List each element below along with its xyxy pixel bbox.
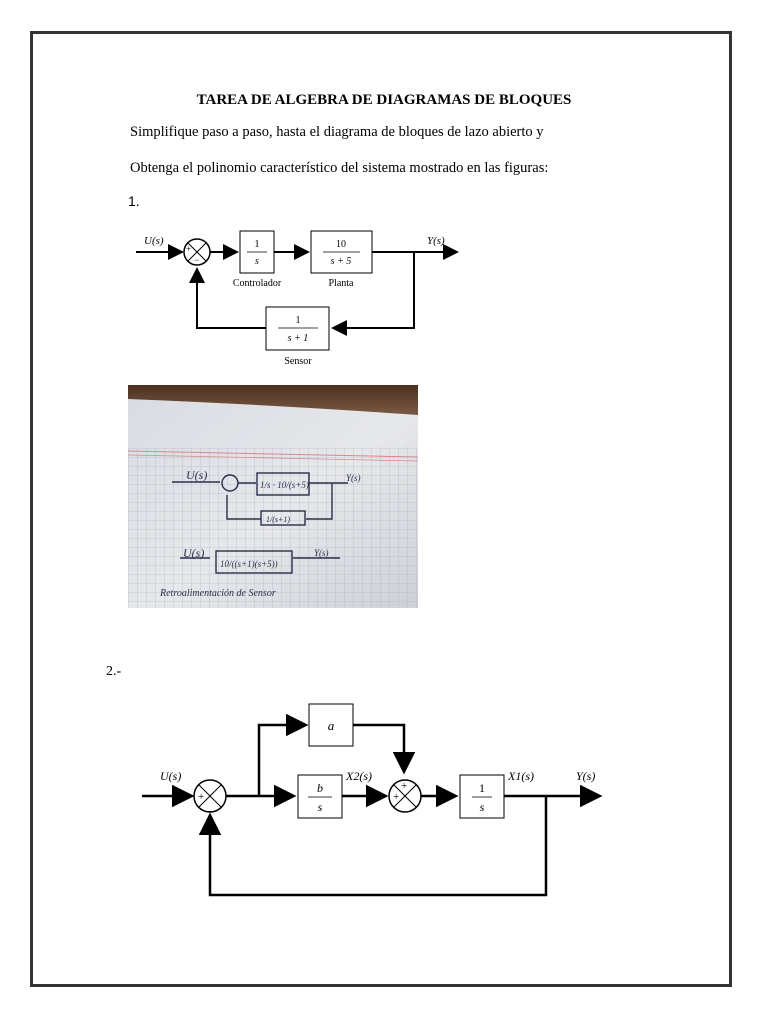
- d1-sensor-block: [266, 307, 329, 350]
- item-number-2: 2.-: [106, 664, 122, 679]
- svg-text:b: b: [317, 781, 323, 795]
- d2-x2-label: X2(s): [346, 769, 372, 783]
- svg-text:s: s: [479, 800, 485, 814]
- d1-plant-block: [311, 231, 372, 273]
- photo-sensor-text: 1/(s+1): [266, 515, 291, 524]
- item-number-1: 1.: [128, 193, 140, 209]
- d1-summing-junction: [184, 239, 210, 265]
- svg-text:−: −: [206, 806, 213, 818]
- svg-text:s: s: [255, 256, 259, 267]
- d1-input-label: U(s): [144, 235, 164, 247]
- photo-y2-text: Y(s): [314, 548, 329, 558]
- photo-y1-text: Y(s): [346, 473, 361, 483]
- svg-text:−: −: [194, 255, 200, 265]
- svg-text:10: 10: [336, 239, 346, 250]
- instruction-line-1: Simplifique paso a paso, hasta el diagrama de bloques de lazo abierto y: [130, 124, 544, 140]
- d1-controller-label: Controlador: [232, 278, 282, 289]
- svg-text:a: a: [327, 718, 335, 733]
- photo-block1-text: 1/s · 10/(s+5): [260, 480, 309, 490]
- photo-u1-text: U(s): [186, 468, 208, 482]
- photo-caption: Retroalimentación de Sensor: [160, 588, 276, 599]
- d1-sensor-label: Sensor: [284, 356, 312, 364]
- d2-block-b: [298, 775, 342, 818]
- d2-summing-junction-2: [389, 780, 421, 812]
- photo-block2-text: 10/((s+1)(s+5)): [220, 559, 278, 569]
- d2-integrator-block: [460, 775, 504, 818]
- d1-output-label: Y(s): [427, 235, 445, 247]
- photo-u2-text: U(s): [183, 546, 205, 560]
- svg-text:s: s: [317, 800, 323, 814]
- d2-x1-label: X1(s): [508, 769, 534, 783]
- d2-summing-junction-1: [194, 780, 226, 818]
- d2-block-a: [309, 704, 353, 746]
- document-title: TAREA DE ALGEBRA DE DIAGRAMAS DE BLOQUES: [196, 92, 572, 108]
- block-diagram-2: [128, 692, 608, 906]
- d1-plant-label: Planta: [328, 278, 354, 289]
- instruction-line-2: Obtenga el polinomio característico del sistema mostrado en las figuras:: [130, 160, 549, 176]
- svg-text:1: 1: [254, 239, 260, 250]
- svg-text:s + 1: s + 1: [287, 333, 309, 344]
- d1-controller-block: [240, 231, 274, 273]
- svg-text:+: +: [393, 791, 400, 803]
- svg-text:s + 5: s + 5: [330, 256, 352, 267]
- notebook-photo: [128, 385, 418, 608]
- svg-text:+: +: [198, 791, 205, 803]
- d2-output-label: Y(s): [576, 769, 596, 783]
- block-diagram-1: [130, 222, 470, 364]
- svg-text:1: 1: [295, 315, 301, 326]
- svg-text:+: +: [401, 780, 408, 792]
- svg-text:+: +: [186, 244, 192, 254]
- d2-input-label: U(s): [160, 769, 182, 783]
- svg-text:1: 1: [479, 781, 485, 795]
